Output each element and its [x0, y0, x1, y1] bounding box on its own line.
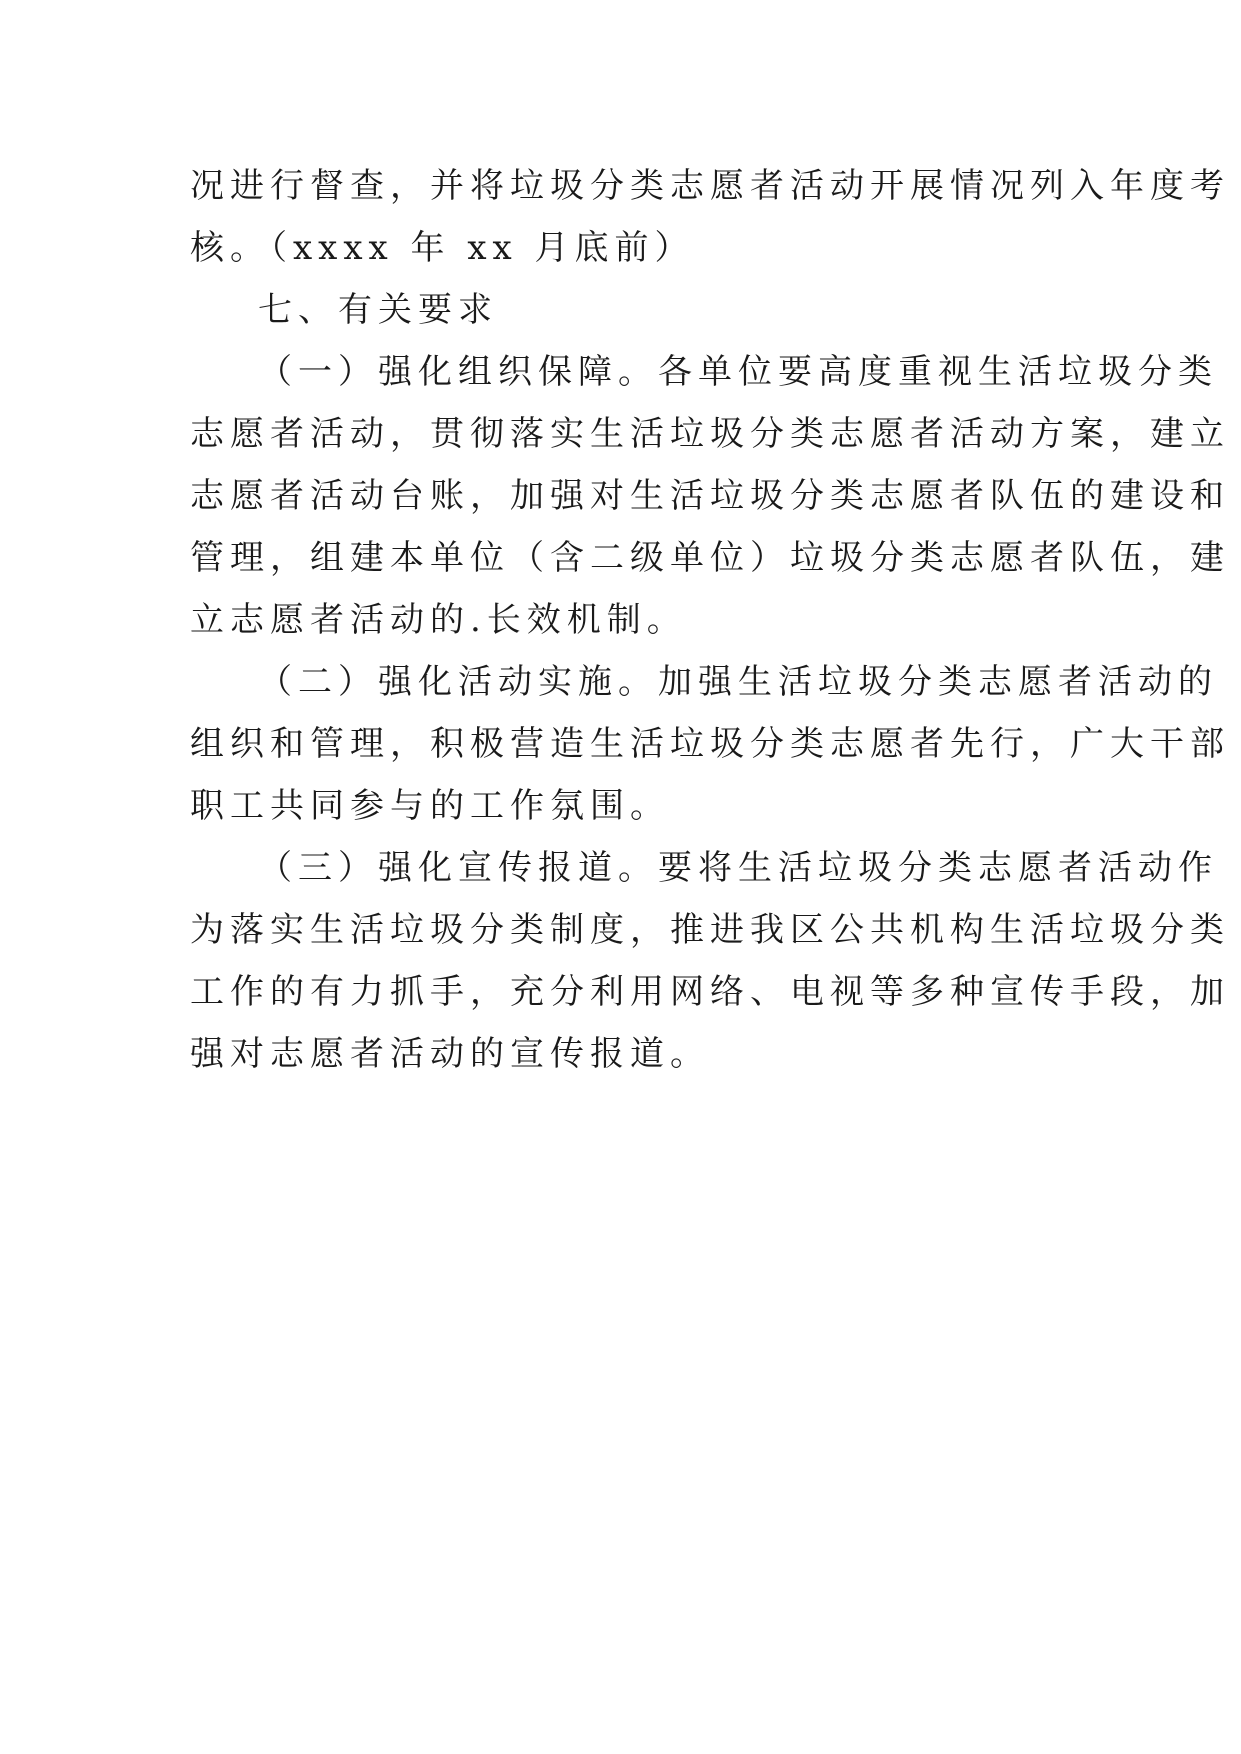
- paragraph-line: 组织和管理，积极营造生活垃圾分类志愿者先行，广大干部: [190, 724, 1230, 764]
- paragraph-line: 志愿者活动台账，加强对生活垃圾分类志愿者队伍的建设和: [190, 476, 1230, 516]
- paragraph-line: 职工共同参与的工作氛围。: [190, 786, 670, 826]
- paragraph-line: 为落实生活垃圾分类制度，推进我区公共机构生活垃圾分类: [190, 910, 1230, 950]
- paragraph-line: （二）强化活动实施。加强生活垃圾分类志愿者活动的: [258, 662, 1218, 702]
- paragraph-line: 况进行督查，并将垃圾分类志愿者活动开展情况列入年度考: [190, 166, 1230, 206]
- document-body: [190, 155, 1230, 1085]
- paragraph-line: 立志愿者活动的.长效机制。: [190, 600, 687, 640]
- paragraph-line: （一）强化组织保障。各单位要高度重视生活垃圾分类: [258, 352, 1218, 392]
- section-heading: 七、有关要求: [258, 290, 498, 330]
- paragraph-line: 志愿者活动，贯彻落实生活垃圾分类志愿者活动方案，建立: [190, 414, 1230, 454]
- paragraph-line: 核。（xxxx 年 xx 月底前）: [190, 228, 695, 268]
- paragraph-line: 工作的有力抓手，充分利用网络、电视等多种宣传手段，加: [190, 972, 1230, 1012]
- paragraph-line: 管理，组建本单位（含二级单位）垃圾分类志愿者队伍，建: [190, 538, 1230, 578]
- paragraph-line: （三）强化宣传报道。要将生活垃圾分类志愿者活动作: [258, 848, 1218, 888]
- paragraph-line: 强对志愿者活动的宣传报道。: [190, 1034, 710, 1074]
